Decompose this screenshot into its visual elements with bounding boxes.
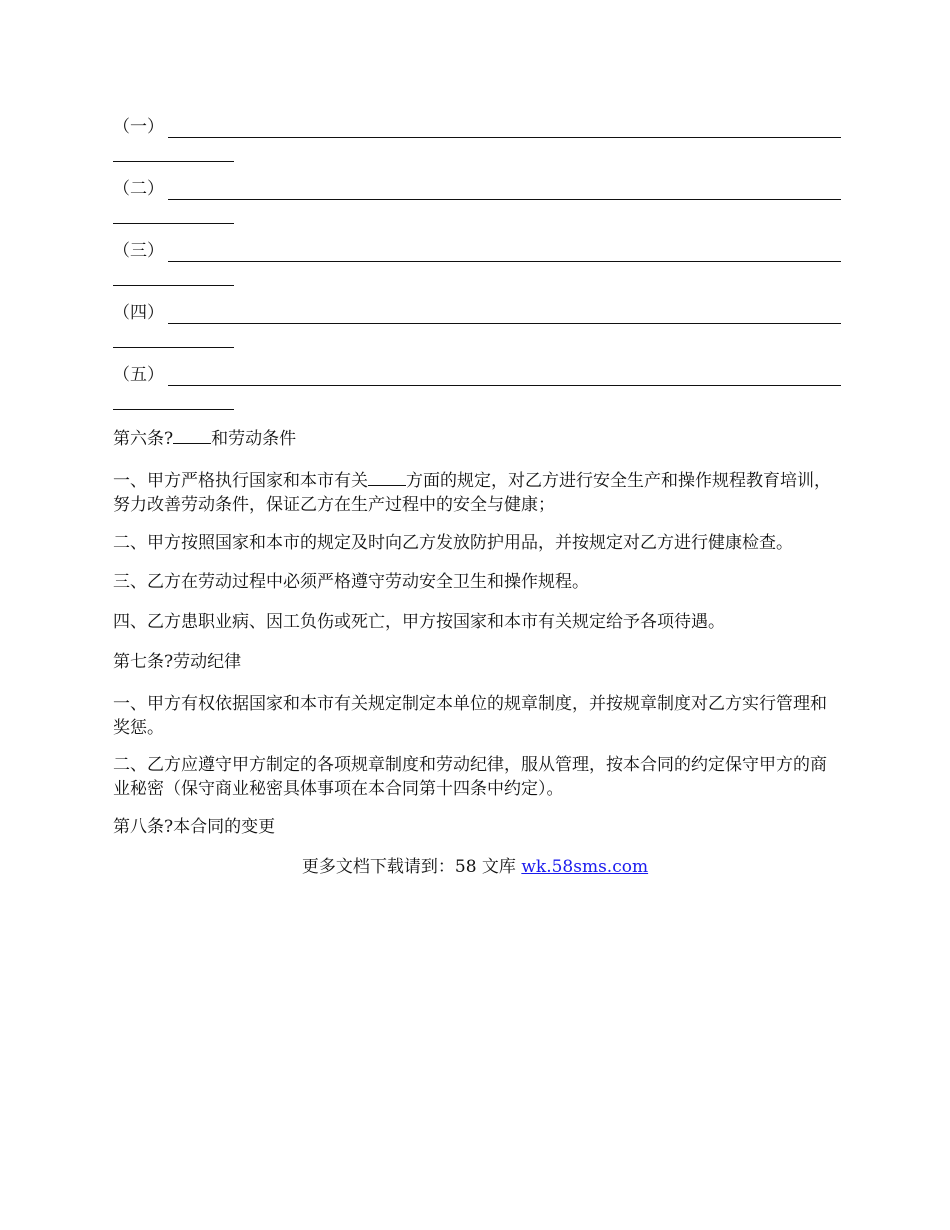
fill-blank [368, 471, 406, 486]
footer [0, 855, 950, 879]
blank-item-5 [113, 356, 841, 418]
article6-p1-post: 方面的规定，对乙方进行安全生产和操作规程教育培训，努力改善劳动条件，保证乙方在生产过程中的安全与健康； [113, 471, 831, 515]
blank-line [168, 199, 841, 200]
blank-list [113, 108, 841, 418]
article6-title [113, 427, 841, 451]
article7-paragraph-2: 二、乙方应遵守甲方制定的各项规章制度和劳动纪律，服从管理，按本合同的约定保守甲方的商业秘密（保守商业秘密具体事项在本合同第十四条中约定）。 [113, 755, 827, 799]
article6-title-prefix: 第六条? [113, 429, 174, 449]
article6-p1-pre: 一、甲方严格执行国家和本市有关 [113, 471, 368, 491]
blank-label: （二） [113, 179, 164, 199]
article6-paragraph-2: 二、甲方按照国家和本市的规定及时向乙方发放防护用品，并按规定对乙方进行健康检查。 [113, 533, 793, 553]
blank-line-continuation [113, 285, 234, 286]
article6-paragraph-1 [113, 469, 841, 517]
blank-line [168, 323, 841, 324]
blank-line-continuation [113, 347, 234, 348]
footer-link[interactable]: wk.58sms.com [521, 857, 649, 877]
blank-line [168, 385, 841, 386]
blank-line-continuation [113, 223, 234, 224]
article8-title: 第八条?本合同的变更 [113, 817, 276, 837]
article6-title-suffix: 和劳动条件 [211, 429, 297, 449]
blank-label: （五） [113, 365, 164, 385]
blank-line [168, 261, 841, 262]
fill-blank [173, 429, 211, 444]
footer-text: 更多文档下载请到：58 文库 [301, 857, 522, 877]
blank-label: （一） [113, 117, 164, 137]
blank-label: （四） [113, 303, 164, 323]
blank-item-3 [113, 232, 841, 294]
article6-paragraph-3: 三、乙方在劳动过程中必须严格遵守劳动安全卫生和操作规程。 [113, 572, 589, 592]
blank-line-continuation [113, 409, 234, 410]
blank-label: （三） [113, 241, 164, 261]
article7-paragraph-1: 一、甲方有权依据国家和本市有关规定制定本单位的规章制度，并按规章制度对乙方实行管理和奖惩。 [113, 694, 827, 738]
blank-line [168, 137, 841, 138]
article6-paragraph-4: 四、乙方患职业病、因工负伤或死亡，甲方按国家和本市有关规定给予各项待遇。 [113, 612, 725, 632]
article7-title: 第七条?劳动纪律 [113, 652, 242, 672]
blank-item-2 [113, 170, 841, 232]
blank-line-continuation [113, 161, 234, 162]
blank-item-1 [113, 108, 841, 170]
blank-item-4 [113, 294, 841, 356]
